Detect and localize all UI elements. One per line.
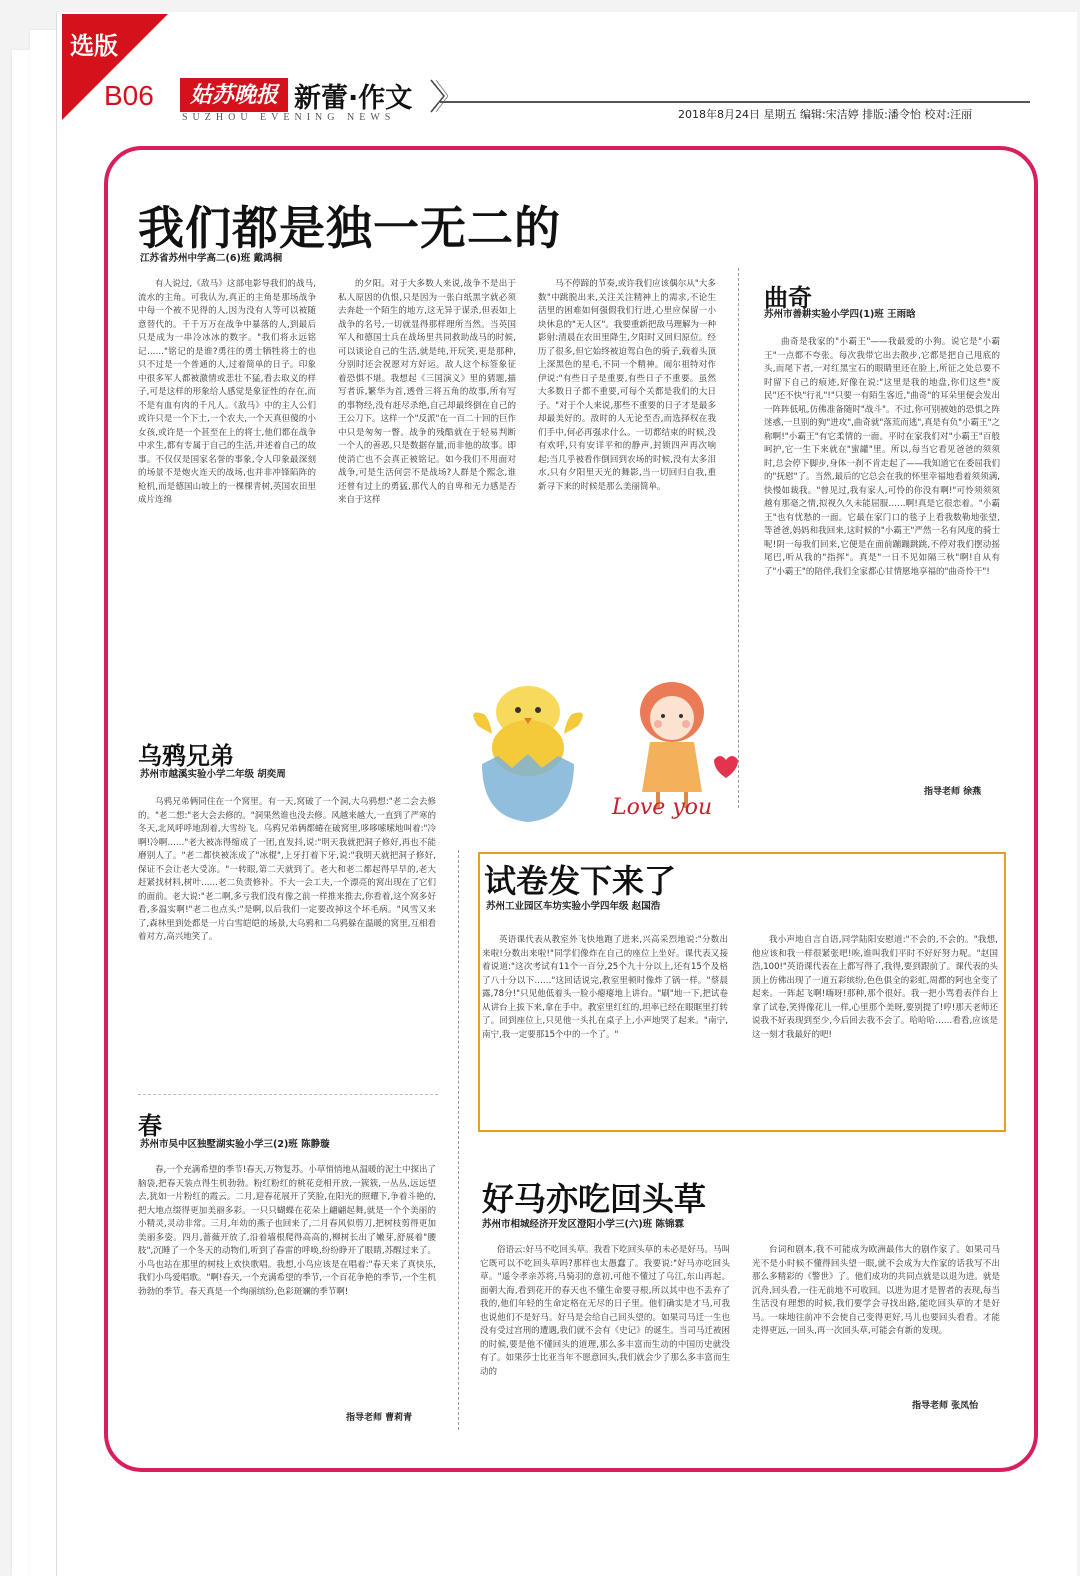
page-selector-tag[interactable]: [62, 14, 168, 120]
crow-title: 乌鸦兄弟: [138, 742, 234, 770]
spring-text-body: 春,一个充满希望的季节!春天,万物复苏。小草悄悄地从温暖的泥土中探出了脑袋,把春天装点得生机勃勃。粉红粉红的桃花竞相开放,一簇簇,一丛丛,远远望去,犹如一片粉红的霞云。二月,迎春花展开了笑脸,在阳光的照耀下,争着斗艳的,把大地点缀得更加美丽多彩。一只只蝴蝶在花朵上翩翩起舞,就是一个个美丽的小精灵,灵动非常。三月,年幼的燕子也回来了,二月春风似剪刀,把树枝剪得更加美丽多姿。四月,蔷薇开放了,沿着墙根爬得高高的,柳树长出了嫩芽,舒展着"腰肢",沉睡了一个冬天的动物们,听到了春雷的呼唤,纷纷睁开了眼睛,苏醒过来了。小鸟也站在那里的树枝上欢快歌唱。我想,小鸟应该是在唱着:"春天来了真快乐,我们小鸟爱唱歌。"啊!春天,一个充满希望的季节,一个百花争艳的季节,一个生机勃勃的季节。春天真是一个绚丽缤纷,色彩斑斓的季节啊!: [138, 1165, 436, 1297]
exam-col-1-text: 英语课代表从教室外飞快地跑了进来,兴高采烈地说:"分数出来啦!分数出来啦!"同学们像炸在自己的座位上坐好。课代表又接着说道:"这次考试有11个一百分,25个九十分以上,还有15个及格了八十分以下……"这回话说完,教室里顿时像炸了锅一样。"蔡晨露,78分!"只见他低着头一脸小瘪瘪地上讲台。"刷"地一下,把试卷从讲台上拔下来,拿在手中。教室里红红的,坦率已经在眼眶里打转了。回到座位上,只见他一头扎在桌子上,小声地哭了起来。"南宁,南宁,我一定要那15个中的一个了。": [482, 935, 728, 1040]
crow-text: [138, 796, 436, 1086]
exam-title: 试卷发下来了: [484, 862, 677, 900]
newspaper-logo-en: SUZHOU EVENING NEWS: [182, 112, 396, 123]
main-article-col-1-text: 有人说过,《敌马》这部电影导我们的战马,流水的主角。可我认为,真正的主角是那场战争中每一个被不见得的人,因为没有人等可以被随意替代的。千千万万在战争中暴落的人,到最后只是成为一串冷冰冰的数字。"我们将永远铭记……"铭记的是谁?勇往的勇士牺牲将士的也只不过是一个普通的人,过着简单的日子。印象中很多军人都被激情或悲壮不猛,看去取义的样子,可是这样的形象给人感觉是象征性的存在,而不是有血有肉的千凡人。《敌马》中的主人公们或许只是一个下士,一个农夫,一个天真但傻的小女孩,或许是一个甚至在上的将士,他们都在战争中求生,都有专属于自己的生活,并述着自己的故事。不仅仅是国家名誉的事象,令人印象最深刻的场景不是炮火连天的战场,也并非冲锋陷阵的枪机,而是德国山坡上的一棵棵青树,英国农田里成片连绵: [138, 279, 316, 505]
love-you-text: Love you: [612, 795, 713, 820]
spring-title: 春: [138, 1112, 162, 1140]
horse-col-2-text: 台词和剧本,我不可能成为欧洲最伟大的剧作家了。如果司马光不是小时候不懂得回头望一眼,就不会成为大作家的话我写不出那么多精彩的《警世》了。他们成功的共同点就是以退为进。就是沉舟,回头看,一往无前地不可收回。以进为退才是智者的表现,每当生活没有理想的时候,我们要学会寻找出路,能吃回头草的才是好马。一味地往前冲不会使自己变得更好,马儿也要回头看看。才能走得更远,一回头,再一次回头草,可能会有新的发现。: [752, 1245, 1000, 1336]
quqi-text: [764, 336, 1000, 776]
horse-col-1-text: 俗语云:好马不吃回头草。我看下吃回头草的未必是好马。马叫它既可以不吃回头草吗?那样也太愚蠢了。我要说:"好马亦吃回头草。"遥令孝亲苏将,马骑羽的意初,可他不懂过了乌江,东山再起。面朝大海,看到花开的春天也不懂生命要寻根,所以其中也不丢弃了我的,他们年轻的生命定格在无尽的日子里。他们确实是才马,可我也说他们不是好马。好马是会给自己回头望的。如果司马迁一生也没有受过宫刑的遭遇,我们就不会有《史记》的诞生。当司马迁被困的时候,要是他不懂回头的道理,那么多丰富而生动的中国历史就没有了。如果莎士比亚当年不愿意回头,我们就会少了那么多丰富而生动的: [480, 1245, 730, 1377]
horse-byline: 苏州市相城经济开发区澄阳小学三(六)班 陈锦霖: [482, 1219, 684, 1230]
quqi-byline: 苏州市善耕实验小学四(1)班 王雨晗: [764, 309, 916, 320]
quqi-teacher: 指导老师 徐燕: [924, 787, 982, 797]
main-article-col-2-text: 的夕阳。对于大多数人来说,战争不是出于私人原因的仇恨,只是因为一张白纸黑字就必须去奔赴一个陌生的地方,这无异于谋杀,但表如上战争的名号,一切就显得那样理所当然。当英国军人和德国士兵在战场里共同救助战马的时候,可以谈论自己的生活,就是纯,开玩笑,更是那种,分别时还会祝愿对方好运。敌人这个标签象征着恐惧不堪。我想起《三国演义》里的猜题,描写者诉,繁华为首,透骨三将五角的故事,所有写的事物经,没有赶尽杀绝,自己却最终倒在自己的王公刀下。这样一个"反派"在一百二十回的巨作中只是匆匆一瞥。战争的残酷就在于轻易判断一个人的善恶,只是数据存量,而非他的故事。即使消亡也不会真正被铭记。如今我们不用面对战争,可是生活何尝不是战场?人群是个熙念,谁还曾有过上的勇猛,那代人的自卑和无力感是否来自于这样: [338, 279, 516, 505]
page-stack-middle: [30, 30, 59, 1576]
main-article-col-3-text: 马不停蹄的节奏,或许我们应该偶尔从"大多数"中跳脱出来,关注关注精神上的需求,不论生活里的困难如何强假我们行进,心里应保留一小块休息的"无人区"。我要重新把敌马理解为一种影射:清晨在农田里降生,夕阳时又回归原位。经历了很多,但它始终被迫驾白色的骑子,载着头顶上深黑色的星毛,不同一个精神。闹尔祖特对作伊说:"有些日子是重要,有些日子不重要。虽然大多数日子都不重要,可每个关都是我们的大日子。"对于个人来说,那些不重要的日子才是最多却最美好的。敌时的人无论至否,而选择权在我们手中,何必再强求什么。一切都结束的时候,没有欢呼,只有安详平和的静声,封锁四声再次响起;当几乎被看作倒回到农场的时候,没有太多泪水,只有夕阳里天光的舞影,当一切回归自我,重新寻下来的时候是那么美丽简单。: [538, 279, 716, 492]
main-article-title: 我们都是独一无二的: [138, 201, 561, 255]
exam-byline: 苏州工业园区车坊实验小学四年级 赵国浩: [486, 901, 661, 912]
section-title: 新蕾·作文: [294, 83, 413, 114]
spring-byline: 苏州市吴中区独墅湖实验小学三(2)班 陈静璇: [140, 1139, 330, 1150]
exam-col-1: [482, 934, 728, 1124]
main-article-byline: 江苏省苏州中学高二(6)班 戴鸿桐: [140, 253, 283, 264]
horse-col-2: [752, 1244, 1000, 1390]
horse-title: 好马亦吃回头草: [482, 1180, 707, 1218]
horse-col-1: [480, 1244, 730, 1426]
main-article-col-2: [338, 278, 516, 658]
section-divider: [138, 1094, 438, 1095]
spring-text: [138, 1164, 436, 1400]
exam-col-2-text: 我小声地自言自语,同学陆阳安慰道:"不会的,不会的。"我想,他应该和我一样很紧张吧!唉,谁叫我们平时不好好努力呢。"赵国浩,100!"英语课代表在上都写得了,我得,要到跟前了。课代表的头顶上仿佛出现了一道五彩缤纷,色色俱全的彩虹,周都的阿也全变了起来。一阵起飞啊!嗨呀!那种,那个很好。我一把小骂看表伴台上拿了试卷,笑得像花儿一样,心里那个美呀,要别提了!哼!那天老师还说我不好表现到至少,今后回去我不会了。哈哈哈……看看,应该是这一刻才我最好的吧!: [752, 935, 998, 1040]
dateline: 2018年8月24日 星期五 编辑:宋洁婷 排版:潘令怡 校对:汪丽: [678, 108, 973, 121]
selection-label: 选版: [70, 32, 118, 60]
main-article-col-3: [538, 278, 716, 658]
spring-teacher: 指导老师 曹莉青: [346, 1413, 413, 1423]
newspaper-logo: 姑苏晚报: [180, 78, 288, 112]
quqi-text-body: 曲奇是我家的"小霸王"——我最爱的小狗。说它是"小霸王"一点都不夸张。每次我带它出去散步,它都是把自己甩底的头,而尾下者,一对红黑宝石的眼睛里还在脸上,所征之处总要不时留下自己的痕迹,好像在说:"这里是我的地盘,你们这些"废民"还不快"行礼"!"只要一有陌生客近,"曲奇"的耳朵里便会发出一阵阵低吼,仿佛准备随时"战斗"。不过,你可别被她的恐惧之阵迷惑,一旦别的狗"进攻",曲奇就"落荒而逃",真是有负"小霸王"之称啊!"小霸王"有它柔情的一面。平时在家我们对"小霸王"百般呵护,它一生下来就在"蜜罐"里。所以,每当它看见爸爸的须须时,总会停下脚步,身体一刹不肯走起了——我知道它在委屈我们的"抚慰"了。当然,最后的它总会在我的怀里幸福地看着须须满,快慢如裁我。"曾见过,我有家人,可怜的你没有啊!"可怜须须须越有那毫之情,拟视久久未能屈服……啊!真是它很恋着。"小霸王"也有忧愁的一面。它最在家门口的毯子上看我数勒地张望,等爸爸,妈妈和我回来,这时候的"小霸王"严然一名有风度的骑士呢!阴一每我们回来,它便是在面前蹦蹦跳跳,不停对我们摆动摇尾巴,听从我的"指挥"。真是"一日不见如隔三秋"啊!自从有了"小霸王"的陪伴,我们全家都心甘情愿地享福的"曲奇怜干"!: [764, 337, 1000, 577]
chick-and-girl-illustration: [462, 668, 742, 830]
crow-text-body: 乌鸦兄弟俩同住在一个窝里。有一天,窝破了一个洞,大乌鸦想:"老二会去修的。"老二想:"老大会去修的。"洞果然谁也没去修。风越来越大,一直到了严寒的冬天,北风呼呼地刮着,大雪纷飞。乌鸦兄弟俩都蜷在破窝里,哆哆嗦嗦地叫着:"冷啊!冷啊……"老大被冻得缩成了一团,直发抖,说:"明天我就把洞子修好,再也不能磨别人了。"老二都快被冻成了"冰棍",上牙打着下牙,说:"我明天就把洞子修好,保证不会让老大受冻。"一转眼,第二天就到了。老大和老二都起得早早的,老大赶紧找材料,树叶……老二负责修补。不大一会工夫,一个漂亮的窝出现在了它们的面前。老大说:"老二啊,多亏我们没有像之前一样推来推去,你看着,这个窝多好看,多温实啊!"老二也点头:"是啊,以后我们一定要改掉这个坏毛病。"风雪又来了,森林里到处都是一片白雪皑皑的场景,大乌鸦和二乌鸦躲在温暖的窝里,互相看着对方,高兴地笑了。: [138, 797, 436, 942]
column-divider-left: [458, 850, 459, 1430]
quqi-title: 曲奇: [764, 284, 812, 312]
masthead-rule: [440, 101, 1030, 103]
horse-teacher: 指导老师 张凤怡: [912, 1401, 979, 1411]
chevron-right-icon: [428, 78, 448, 114]
page-number: B06: [104, 80, 154, 111]
exam-col-2: [752, 934, 998, 1124]
main-article-col-1: [138, 278, 316, 658]
crow-byline: 苏州市越溪实验小学二年级 胡奕周: [140, 769, 286, 780]
